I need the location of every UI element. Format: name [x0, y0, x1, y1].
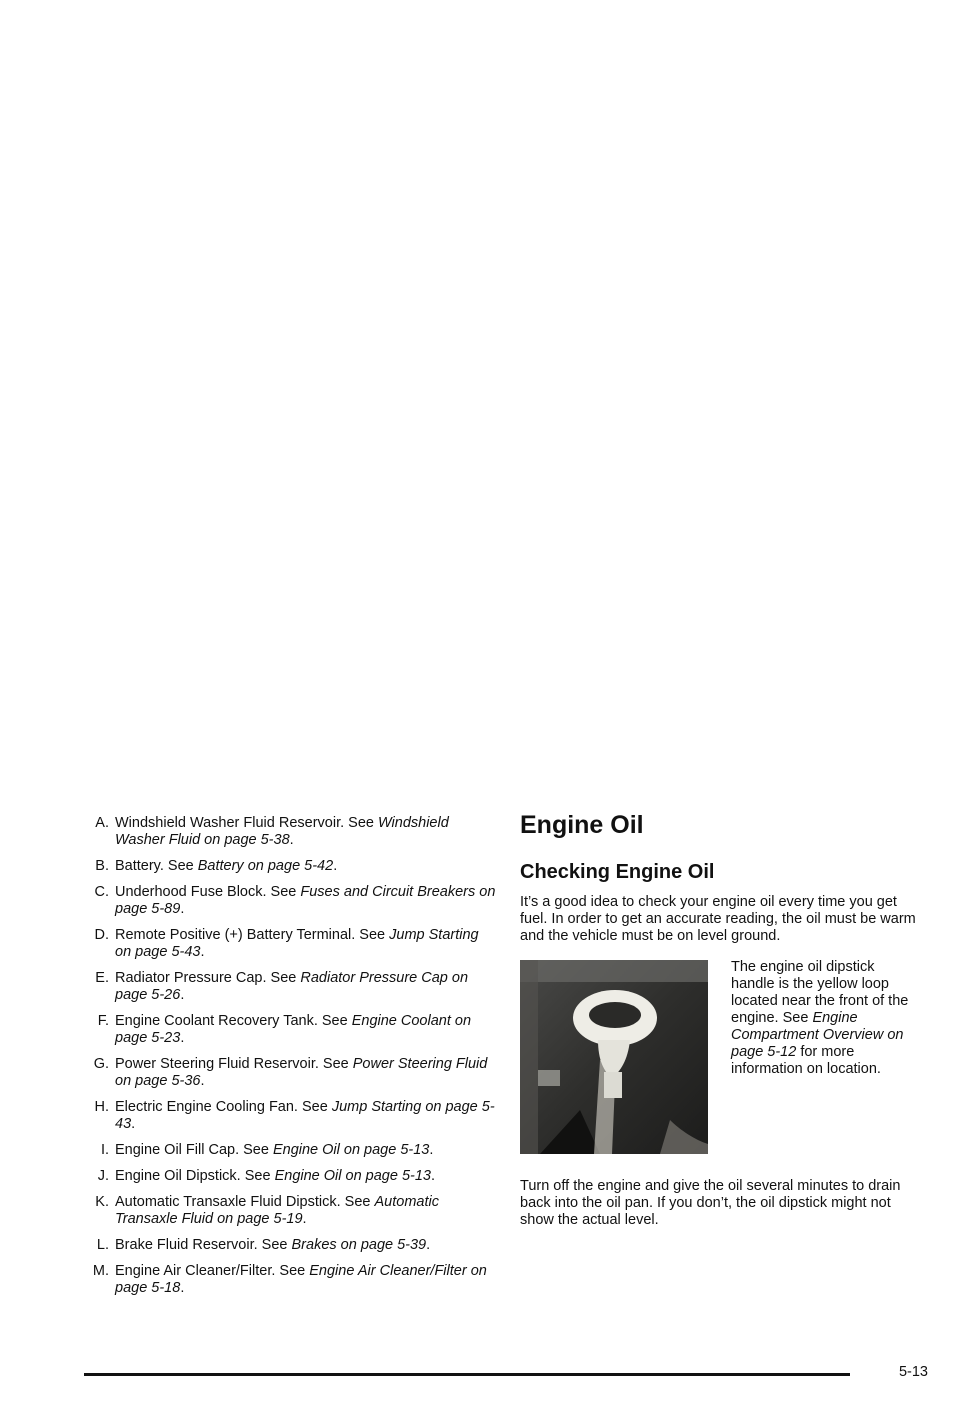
item-description: Brake Fluid Reservoir. See — [115, 1237, 292, 1253]
item-description: Radiator Pressure Cap. See — [115, 970, 301, 986]
item-end: . — [180, 1280, 185, 1296]
item-end: . — [200, 944, 205, 960]
item-end: . — [302, 1211, 307, 1227]
list-item — [78, 1168, 498, 1185]
item-text — [115, 1194, 498, 1228]
dipstick-note-text: The engine oil dipstick handle is the yellow loop located near the front of the engine. See — [731, 959, 909, 1026]
item-end: . — [200, 1073, 205, 1089]
item-text — [115, 1056, 498, 1090]
item-reference-link[interactable]: Jump Starting on page 5-43 — [115, 1099, 495, 1132]
list-item — [78, 927, 498, 961]
item-reference-link[interactable]: Engine Oil on page 5-13 — [274, 1168, 431, 1184]
item-end: . — [333, 858, 338, 874]
list-item — [78, 970, 498, 1004]
dipstick-note-end: for more information on location. — [731, 1044, 881, 1077]
list-item — [78, 1263, 498, 1297]
dipstick-photo — [520, 960, 708, 1154]
item-reference-link[interactable]: Power Steering Fluid on page 5-36 — [115, 1056, 488, 1089]
item-description: Engine Coolant Recovery Tank. See — [115, 1013, 352, 1029]
item-description: Windshield Washer Fluid Reservoir. See — [115, 815, 378, 831]
item-end: . — [289, 832, 294, 848]
item-end: . — [426, 1237, 431, 1253]
item-description: Remote Positive (+) Battery Terminal. See — [115, 927, 390, 943]
item-label: B. — [95, 858, 109, 874]
item-label: M. — [92, 1263, 109, 1279]
item-label: K. — [95, 1194, 109, 1210]
item-text — [115, 884, 498, 918]
item-reference-link[interactable]: Radiator Pressure Cap on page 5-26 — [115, 970, 469, 1003]
item-description: Automatic Transaxle Fluid Dipstick. See — [115, 1194, 375, 1210]
list-item — [78, 1194, 498, 1228]
item-reference-link[interactable]: Brakes on page 5-39 — [291, 1237, 427, 1253]
item-reference-link[interactable]: Automatic Transaxle Fluid on page 5-19 — [115, 1194, 439, 1227]
item-description: Electric Engine Cooling Fan. See — [115, 1099, 332, 1115]
item-text — [115, 1099, 498, 1133]
item-reference-link[interactable]: Fuses and Circuit Breakers on page 5-89 — [115, 884, 496, 917]
item-reference-link[interactable]: Battery on page 5-42 — [197, 858, 334, 874]
item-label: I. — [100, 1142, 109, 1158]
intro-paragraph: It’s a good idea to check your engine oil every time you get fuel. In order to get an accurate reading, the oil must be warm and the vehicle must be on level ground. — [520, 894, 916, 944]
item-text — [115, 815, 498, 849]
item-end: . — [180, 901, 185, 917]
component-list — [78, 815, 498, 1306]
item-reference-link[interactable]: Jump Starting on page 5-43 — [115, 927, 479, 960]
instruction-paragraph: Turn off the engine and give the oil several minutes to drain back into the oil pan. If you don’t, the oil dipstick might not show the actual level. — [520, 1178, 901, 1228]
list-item — [78, 1056, 498, 1090]
item-label: H. — [94, 1099, 109, 1115]
item-text — [115, 1237, 498, 1254]
dipstick-illustration — [520, 960, 708, 1154]
item-text — [115, 1013, 498, 1047]
item-end: . — [131, 1116, 136, 1132]
item-label: F. — [97, 1013, 109, 1029]
item-label: G. — [93, 1056, 109, 1072]
item-text — [115, 1142, 498, 1159]
item-text — [115, 1168, 498, 1185]
list-item — [78, 815, 498, 849]
engine-oil-section — [520, 810, 925, 945]
dipstick-note — [731, 959, 921, 1078]
item-description: Battery. See — [115, 858, 198, 874]
item-label: E. — [95, 970, 109, 986]
item-reference-link[interactable]: Engine Oil on page 5-13 — [272, 1142, 430, 1158]
footer-rule — [84, 1373, 850, 1376]
item-description: Engine Oil Dipstick. See — [115, 1168, 275, 1184]
item-description: Power Steering Fluid Reservoir. See — [115, 1056, 353, 1072]
list-item — [78, 1237, 498, 1254]
item-end: . — [180, 1030, 185, 1046]
item-end: . — [180, 987, 185, 1003]
subsection-title: Checking Engine Oil — [520, 861, 715, 883]
page-number: 5-13 — [898, 1364, 928, 1380]
dipstick-note-ref[interactable]: Engine Compartment Overview on page 5-12 — [731, 1010, 904, 1060]
section-title: Engine Oil — [520, 811, 644, 839]
item-reference-link[interactable]: Engine Air Cleaner/Filter on page 5-18 — [115, 1263, 487, 1296]
item-description: Underhood Fuse Block. See — [115, 884, 301, 900]
item-description: Engine Oil Fill Cap. See — [115, 1142, 273, 1158]
item-label: J. — [97, 1168, 109, 1184]
item-label: C. — [94, 884, 109, 900]
item-label: A. — [95, 815, 109, 831]
item-text — [115, 858, 498, 875]
item-label: D. — [94, 927, 109, 943]
item-description: Engine Air Cleaner/Filter. See — [115, 1263, 310, 1279]
list-item — [78, 1013, 498, 1047]
item-reference-link[interactable]: Windshield Washer Fluid on page 5-38 — [115, 815, 449, 848]
list-item — [78, 1099, 498, 1133]
item-reference-link[interactable]: Engine Coolant on page 5-23 — [115, 1013, 472, 1046]
list-item — [78, 884, 498, 918]
item-label: L. — [96, 1237, 109, 1253]
item-text — [115, 927, 498, 961]
item-end: . — [429, 1142, 434, 1158]
item-text — [115, 970, 498, 1004]
item-end: . — [430, 1168, 436, 1184]
list-item — [78, 1142, 498, 1159]
list-item — [78, 858, 498, 875]
item-text — [115, 1263, 498, 1297]
